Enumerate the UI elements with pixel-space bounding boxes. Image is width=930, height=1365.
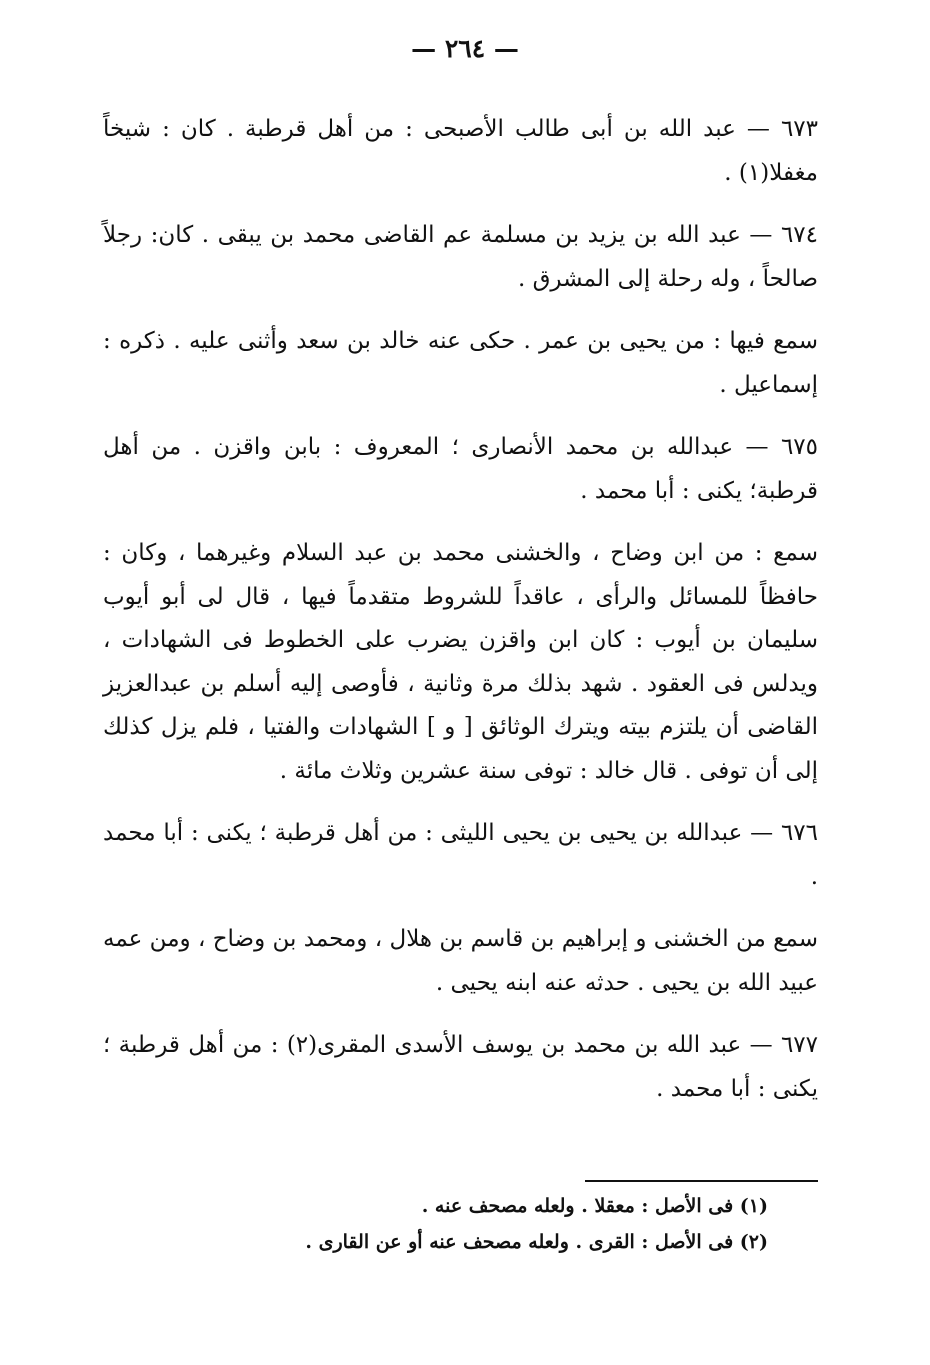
entry-674: ٦٧٤ — عبد الله بن يزيد بن مسلمة عم القاضى محمد بن يبقى . كان: رجلاً صالحاً ، وله رحلة إلى المشرق . <box>103 222 818 292</box>
footnote-divider <box>585 1180 818 1182</box>
page-number: — ٢٦٤ — <box>411 34 519 63</box>
entry-676-continuation: سمع من الخشنى و إبراهيم بن قاسم بن هلال ، ومحمد بن وضاح ، ومن عمه عبيد الله بن يحيى . حدثه عنه ابنه يحيى . <box>103 926 818 996</box>
entry-677: ٦٧٧ — عبد الله بن محمد بن يوسف الأسدى المقرى(٢) : من أهل قرطبة ؛ يكنى : أبا محمد . <box>103 1032 818 1102</box>
footnote-1: (١) فى الأصل : معقلا . ولعله مصحف عنه . <box>421 1195 768 1217</box>
footnotes <box>200 1188 768 1260</box>
entry-673: ٦٧٣ — عبد الله بن أبى طالب الأصبحى : من أهل قرطبة . كان : شيخاً مغفلا(١) . <box>103 116 818 186</box>
footnote-2: (٢) فى الأصل : القرى . ولعله مصحف عنه أو عن القارى . <box>305 1231 768 1253</box>
entry-675-continuation: سمع : من ابن وضاح ، والخشنى محمد بن عبد السلام وغيرهما ، وكان : حافظاً للمسائل والرأى ، عاقداً للشروط متقدماً فيها ، قال لى أبو أيوب سليمان بن أيوب : كان ابن واقزن يضرب على الخطوط فى الشهادات ، ويدلس فى العقود . شهد بذلك مرة وثانية ، فأوصى إليه أسلم بن عبدالعزيز القاضى أن يلتزم بيته ويترك الوثائق [ و ] الشهادات والفتيا ، فلم يزل كذلك إلى أن توفى . قال خالد : توفى سنة عشرين وثلاث مائة . <box>103 540 818 784</box>
entry-674-continuation: سمع فيها : من يحيى بن عمر . حكى عنه خالد بن سعد وأثنى عليه . ذكره : إسماعيل . <box>103 328 818 398</box>
main-text <box>103 108 818 1130</box>
entry-675: ٦٧٥ — عبدالله بن محمد الأنصارى ؛ المعروف : بابن واقزن . من أهل قرطبة؛ يكنى : أبا محمد . <box>103 434 818 504</box>
entry-676: ٦٧٦ — عبدالله بن يحيى بن يحيى الليثى : من أهل قرطبة ؛ يكنى : أبا محمد . <box>103 820 818 890</box>
